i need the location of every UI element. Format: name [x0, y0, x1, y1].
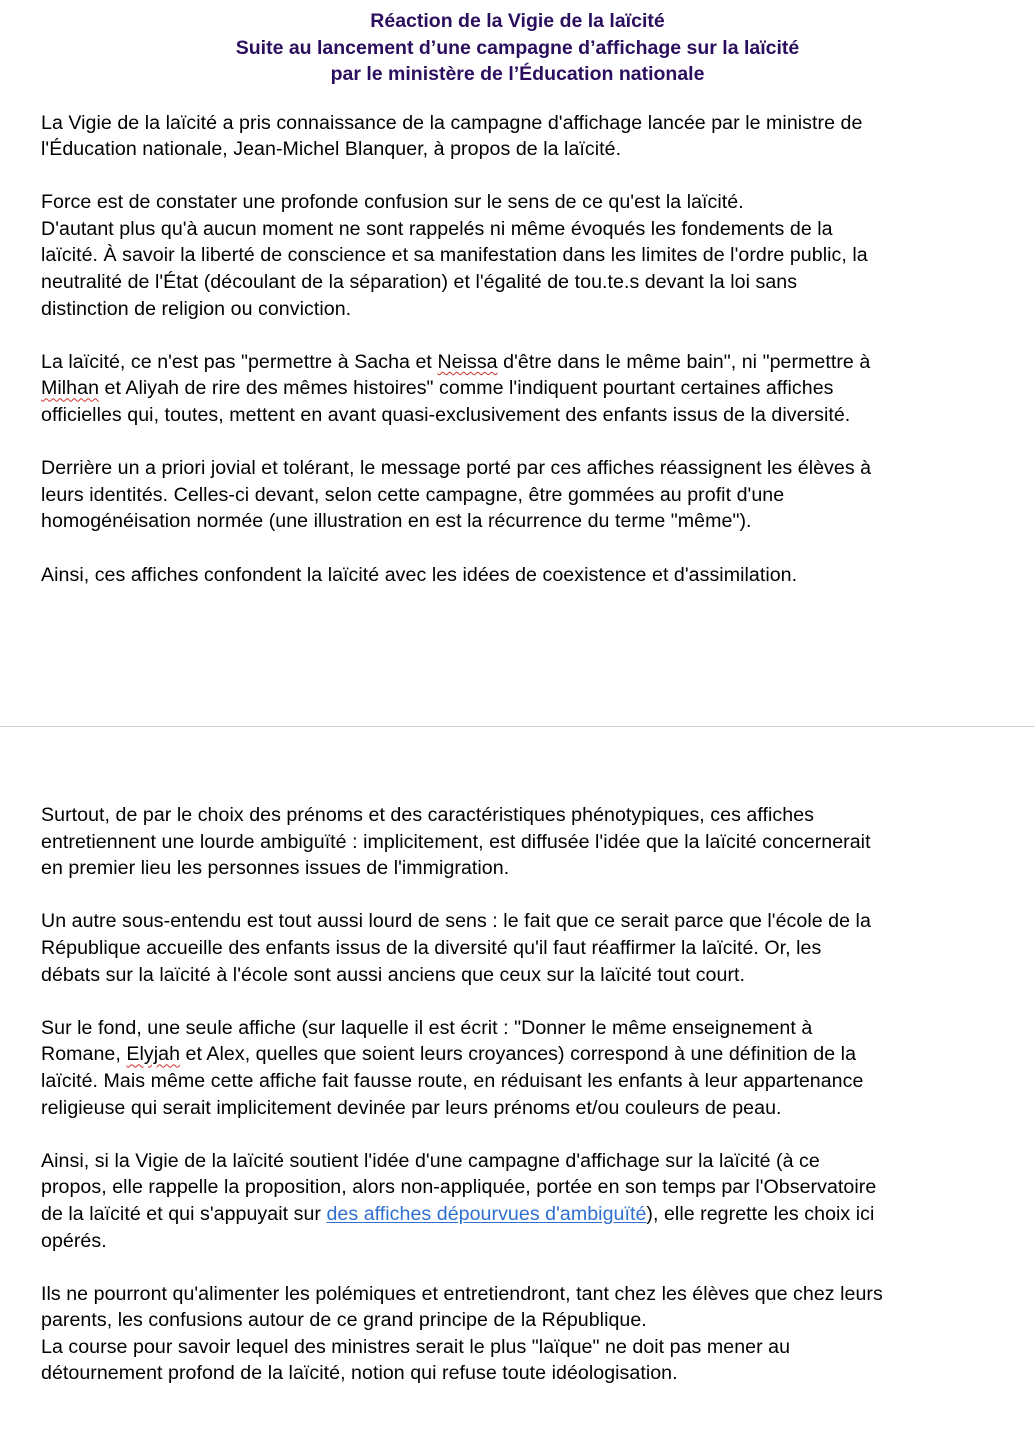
document-body-page-1 — [41, 110, 994, 589]
text-run: Romane, — [41, 1043, 127, 1066]
paragraph-9 — [41, 1148, 994, 1254]
paragraph-line: Sur le fond, une seule affiche (sur laquelle il est écrit : "Donner le même enseignement à — [41, 1016, 813, 1039]
page-break-divider — [0, 726, 1034, 727]
paragraph-line: Un autre sous-entendu est tout aussi lourd de sens : le fait que ce serait parce que l'école de la — [41, 910, 871, 933]
text-run: et Alex, quelles que soient leurs croyances) correspond à une définition de la — [180, 1043, 857, 1066]
paragraph-5 — [41, 562, 994, 589]
paragraph-line: Surtout, de par le choix des prénoms et des caractéristiques phénotypiques, ces affiches — [41, 804, 814, 826]
text-run: La laïcité, ce n'est pas "permettre à Sacha et — [41, 350, 438, 373]
paragraph-line: officielles qui, toutes, mettent en avant quasi-exclusivement des enfants issus de la diversité. — [41, 404, 851, 427]
paragraph-line: Ils ne pourront qu'alimenter les polémiques et entretiendront, tant chez les élèves que chez leurs — [41, 1282, 883, 1305]
paragraph-2 — [41, 189, 994, 322]
paragraph-line: l'Éducation nationale, Jean-Michel Blanquer, à propos de la laïcité. — [41, 138, 622, 161]
paragraph-line — [41, 1041, 994, 1068]
paragraph-line: Ainsi, si la Vigie de la laïcité soutient l'idée d'une campagne d'affichage sur la laïcité (à ce — [41, 1149, 820, 1172]
paragraph-7 — [41, 908, 994, 988]
paragraph-line: D'autant plus qu'à aucun moment ne sont rappelés ni même évoqués les fondements de la — [41, 217, 833, 240]
paragraph-line: entretiennent une lourde ambiguïté : implicitement, est diffusée l'idée que la laïcité concernerait — [41, 830, 871, 853]
document-page-2 — [0, 728, 1034, 1431]
paragraph-line — [41, 375, 994, 402]
paragraph-line: détournement profond de la laïcité, notion qui refuse toute idéologisation. — [41, 1362, 678, 1385]
paragraph-10 — [41, 1281, 994, 1387]
paragraph-line: laïcité. Mais même cette affiche fait fausse route, en réduisant les enfants à leur appartenance — [41, 1069, 864, 1092]
paragraph-line — [41, 349, 994, 376]
paragraph-line: homogénéisation normée (une illustration en est la récurrence du terme "même"). — [41, 510, 752, 533]
misspelled-word-neissa[interactable]: Neissa — [437, 350, 498, 373]
paragraph-line: La course pour savoir lequel des ministres serait le plus "laïque" ne doit pas mener au — [41, 1335, 791, 1358]
text-run: d'être dans le même bain", ni "permettre à — [497, 350, 871, 373]
paragraph-line: Ainsi, ces affiches confondent la laïcité avec les idées de coexistence et d'assimilation. — [41, 563, 798, 586]
paragraph-line: Derrière un a priori jovial et tolérant, le message porté par ces affiches réassignent les élèves à — [41, 457, 872, 480]
paragraph-line: propos, elle rappelle la proposition, alors non-appliquée, portée en son temps par l'Observatoire — [41, 1176, 877, 1199]
paragraph-1 — [41, 110, 994, 163]
title-line-2: Suite au lancement d’une campagne d’affichage sur la laïcité — [235, 36, 800, 59]
paragraph-line — [41, 1201, 994, 1228]
paragraph-8 — [41, 1015, 994, 1121]
paragraph-line: neutralité de l'État (découlant de la séparation) et l'égalité de tou.te.s devant la loi sans — [41, 271, 798, 294]
paragraph-line: laïcité. À savoir la liberté de conscience et sa manifestation dans les limites de l'ordre public, la — [41, 244, 868, 267]
paragraph-line: La Vigie de la laïcité a pris connaissance de la campagne d'affichage lancée par le ministre de — [41, 111, 863, 134]
paragraph-line: leurs identités. Celles-ci devant, selon cette campagne, être gommées au profit d'une — [41, 483, 785, 506]
text-run: ), elle regrette les choix ici — [646, 1202, 875, 1225]
paragraph-3 — [41, 349, 994, 429]
paragraph-line: République accueille des enfants issus de la diversité qu'il faut réaffirmer la laïcité. Or, les — [41, 936, 822, 959]
paragraph-line: distinction de religion ou conviction. — [41, 297, 352, 320]
misspelled-word-elyjah[interactable]: Elyjah — [126, 1043, 181, 1066]
paragraph-6 — [41, 802, 994, 882]
title-line-1: Réaction de la Vigie de la laïcité — [370, 10, 665, 32]
affiches-link[interactable]: des affiches dépourvues d'ambiguïté — [326, 1202, 647, 1225]
text-run: et Aliyah de rire des mêmes histoires" comme l'indiquent pourtant certaines affiches — [99, 377, 834, 400]
text-run: de la laïcité et qui s'appuyait sur — [41, 1202, 327, 1225]
document-title — [41, 8, 994, 88]
paragraph-line: en premier lieu les personnes issues de l'immigration. — [41, 857, 510, 880]
misspelled-word-milhan[interactable]: Milhan — [41, 377, 100, 400]
paragraph-line: Force est de constater une profonde confusion sur le sens de ce qu'est la laïcité. — [41, 191, 744, 214]
title-line-3: par le ministère de l’Éducation nationale — [330, 63, 705, 85]
document-body-page-2 — [41, 802, 994, 1387]
paragraph-4 — [41, 455, 994, 535]
paragraph-line: débats sur la laïcité à l'école sont aussi anciens que ceux sur la laïcité tout court. — [41, 963, 746, 986]
paragraph-line: religieuse qui serait implicitement devinée par leurs prénoms et/ou couleurs de peau. — [41, 1096, 782, 1119]
paragraph-line: opérés. — [41, 1229, 107, 1252]
paragraph-line: parents, les confusions autour de ce grand principe de la République. — [41, 1309, 647, 1332]
